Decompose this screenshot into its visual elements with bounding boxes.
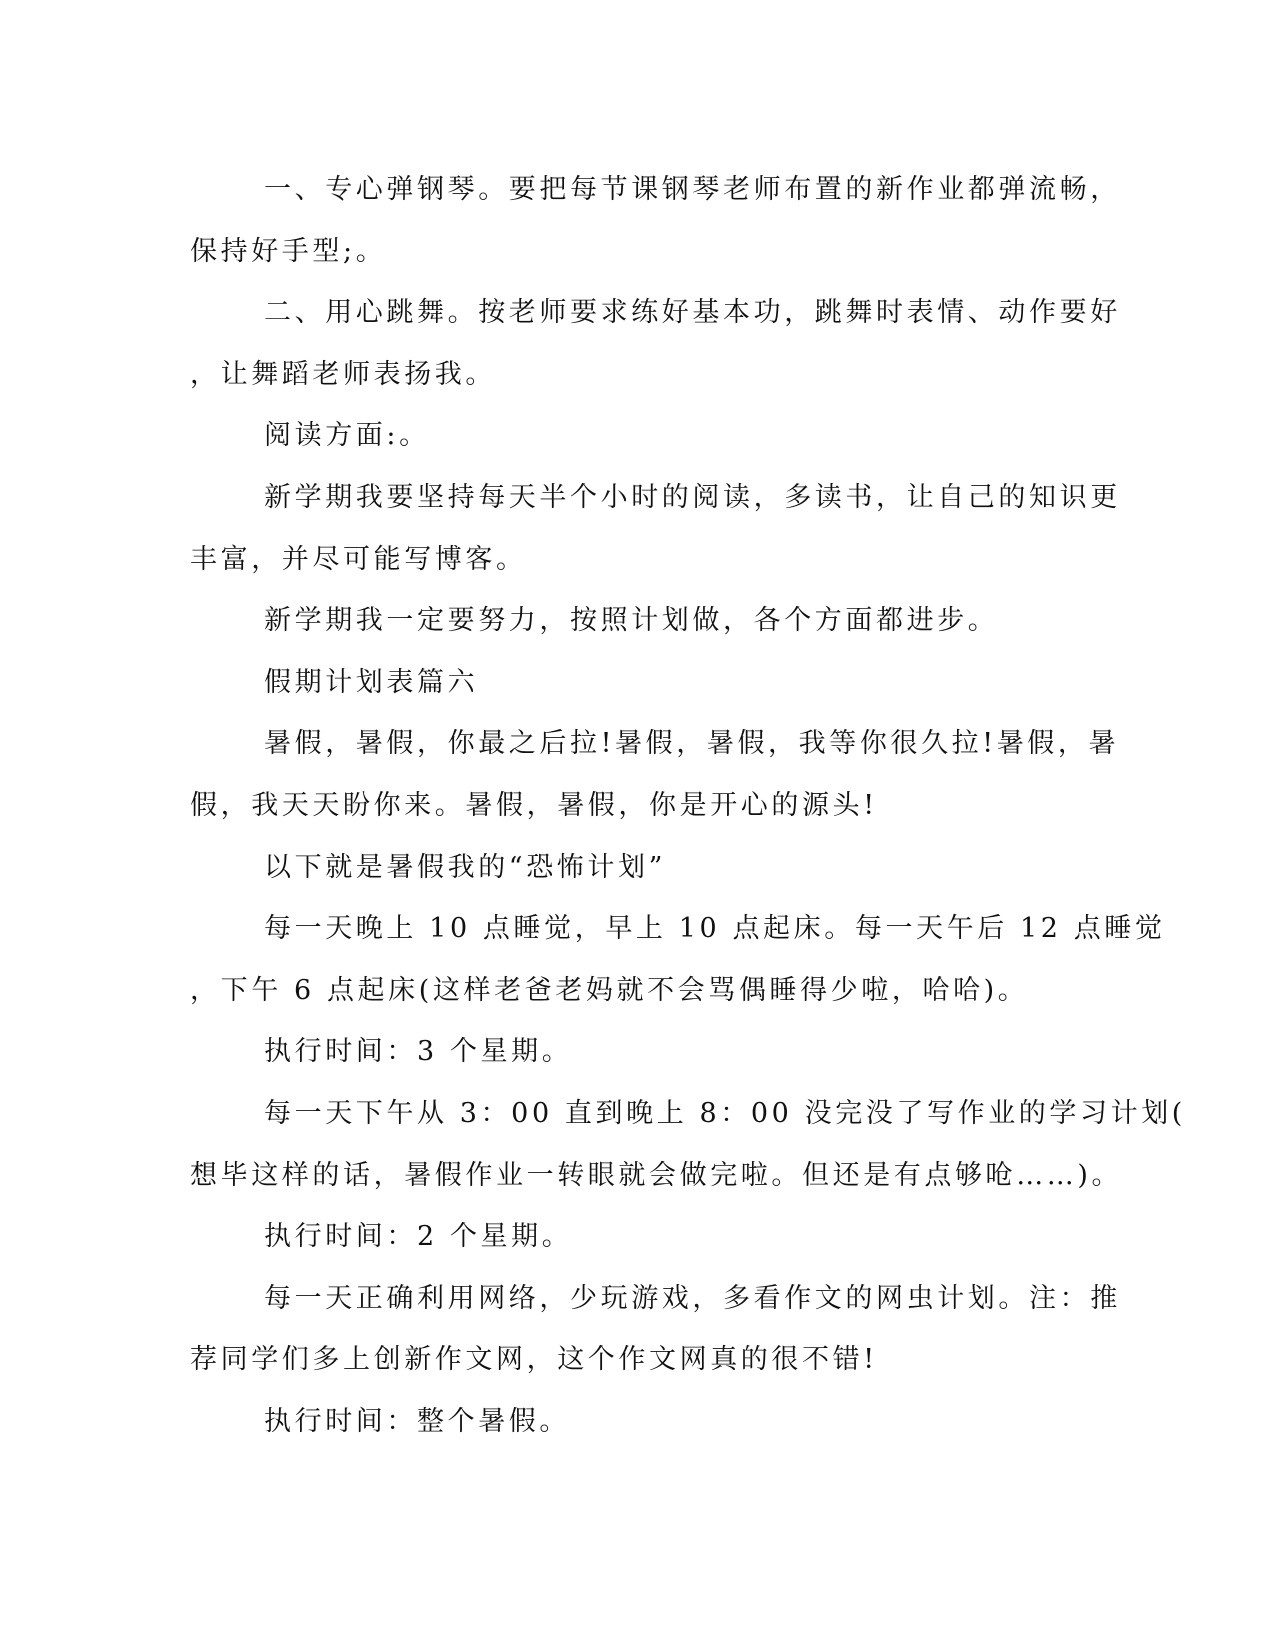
text-line: 假期计划表篇六 <box>264 666 479 698</box>
text-line: 每一天下午从 3：00 直到晚上 8：00 没完没了写作业的学习计划( <box>264 1097 1186 1129</box>
text-line: 以下就是暑假我的“恐怖计划” <box>264 851 667 883</box>
document-body <box>190 159 1186 1452</box>
paragraph-duration-3 <box>190 1391 1090 1453</box>
text-line: 新学期我一定要努力，按照计划做，各个方面都进步。 <box>264 605 999 637</box>
text-line: 执行时间：2 个星期。 <box>264 1221 573 1253</box>
paragraph-dance <box>190 282 1121 405</box>
text-line: ，下午 6 点起床(这样老爸老妈就不会骂偶睡得少啦，哈哈)。 <box>190 974 1029 1006</box>
text-line: 想毕这样的话，暑假作业一转眼就会做完啦。但还是有点够呛……)。 <box>190 1159 1123 1191</box>
paragraph-duration-2 <box>190 1206 1090 1268</box>
text-line: 荐同学们多上创新作文网，这个作文网真的很不错! <box>190 1344 878 1376</box>
paragraph-homework-plan <box>190 1083 1186 1206</box>
section-heading <box>190 652 1090 714</box>
text-line: 假，我天天盼你来。暑假，暑假，你是开心的源头! <box>190 789 878 821</box>
text-line: 二、用心跳舞。按老师要求练好基本功，跳舞时表情、动作要好 <box>264 297 1121 329</box>
text-line: 新学期我要坚持每天半个小时的阅读，多读书，让自己的知识更 <box>264 481 1121 513</box>
text-line: 每一天晚上 10 点睡觉，早上 10 点起床。每一天午后 12 点睡觉 <box>264 913 1166 945</box>
text-line: 丰富，并尽可能写博客。 <box>190 543 527 575</box>
text-line: 保持好手型;。 <box>190 235 387 267</box>
text-line: 执行时间：3 个星期。 <box>264 1036 573 1068</box>
paragraph-plan-intro <box>190 837 1090 899</box>
paragraph-internet-plan <box>190 1268 1121 1391</box>
paragraph-effort <box>190 590 1090 652</box>
paragraph-summer-intro <box>190 713 1120 836</box>
text-line: 暑假，暑假，你最之后拉!暑假，暑假，我等你很久拉!暑假，暑 <box>264 728 1120 760</box>
paragraph-reading-heading <box>190 405 1090 467</box>
text-line: 阅读方面:。 <box>264 420 430 452</box>
text-line: 执行时间：整个暑假。 <box>264 1405 570 1437</box>
paragraph-piano <box>190 159 1121 282</box>
text-line: 每一天正确利用网络，少玩游戏，多看作文的网虫计划。注：推 <box>264 1282 1121 1314</box>
paragraph-reading <box>190 467 1121 590</box>
text-line: ，让舞蹈老师表扬我。 <box>190 358 496 390</box>
text-line: 一、专心弹钢琴。要把每节课钢琴老师布置的新作业都弹流畅， <box>264 174 1121 205</box>
paragraph-sleep-plan <box>190 898 1166 1021</box>
paragraph-duration-1 <box>190 1021 1090 1083</box>
